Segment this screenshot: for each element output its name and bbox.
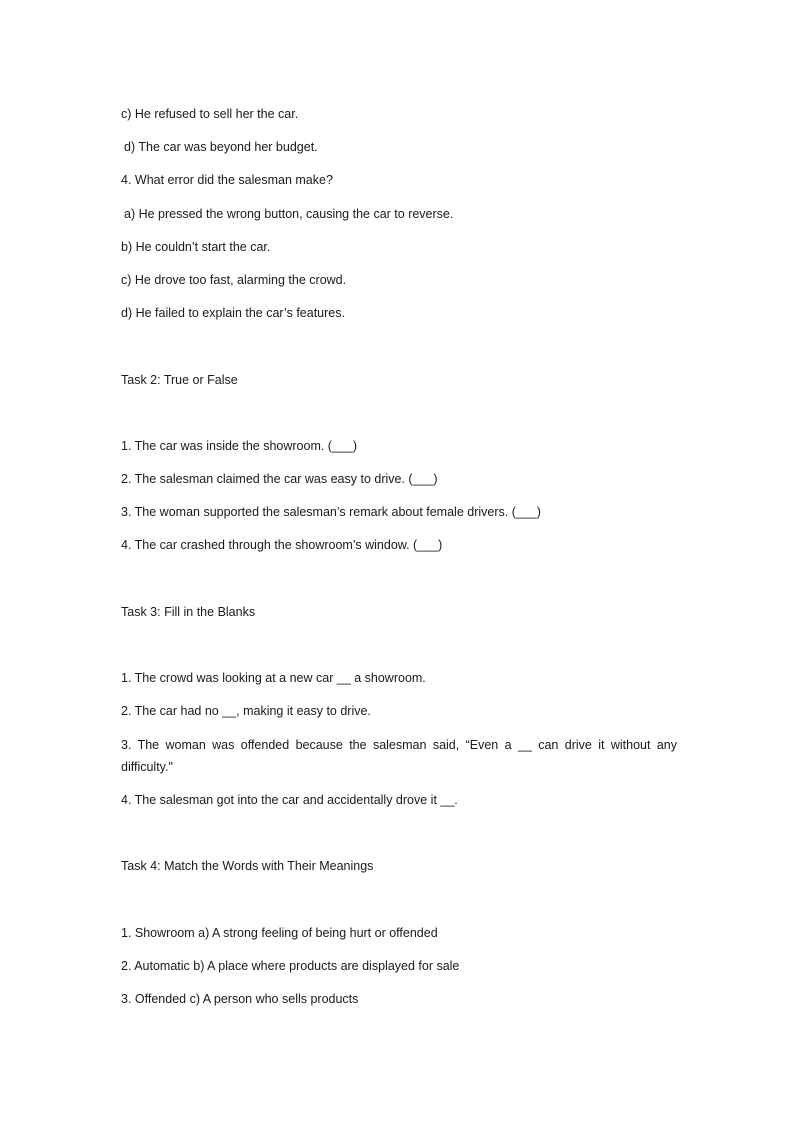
task-heading: Task 4: Match the Words with Their Meanings [121,859,374,874]
list-item: 2. Automatic b) A place where products are displayed for sale [121,958,460,973]
list-item: 4. The car crashed through the showroom’s window. (___) [121,538,443,553]
option-text: b) He couldn’t start the car. [121,239,271,254]
list-item: 1. The crowd was looking at a new car __ a showroom. [121,671,426,686]
option-text: d) The car was beyond her budget. [124,140,318,155]
list-item: 2. The car had no __, making it easy to drive. [121,704,371,719]
option-text: a) He pressed the wrong button, causing the car to reverse. [124,206,454,221]
list-item: 2. The salesman claimed the car was easy to drive. (___) [121,472,438,487]
option-text: d) He failed to explain the car’s features. [121,306,345,321]
spacer [121,823,677,856]
task-heading: Task 2: True or False [121,372,238,387]
list-item: 3. Offended c) A person who sells products [121,991,359,1006]
list-item: 4. The salesman got into the car and accidentally drove it __. [121,792,458,807]
list-item: 1. Showroom a) A strong feeling of being hurt or offended [121,925,438,940]
task-heading: Task 3: Fill in the Blanks [121,604,256,619]
question-text: 4. What error did the salesman make? [121,173,333,188]
spacer [121,403,677,436]
list-item: 1. The car was inside the showroom. (___) [121,438,357,453]
list-item-continuation: difficulty." [121,759,173,774]
spacer [121,336,677,369]
list-item: 3. The woman supported the salesman’s remark about female drivers. (___) [121,505,541,520]
option-text: c) He drove too fast, alarming the crowd. [121,272,347,287]
list-item: 3. The woman was offended because the salesman said, “Even a __ can drive it without any [121,737,677,752]
spacer [121,569,677,602]
option-text: c) He refused to sell her the car. [121,107,299,121]
spacer [121,889,677,922]
document-page [121,104,677,1022]
spacer [121,635,677,668]
